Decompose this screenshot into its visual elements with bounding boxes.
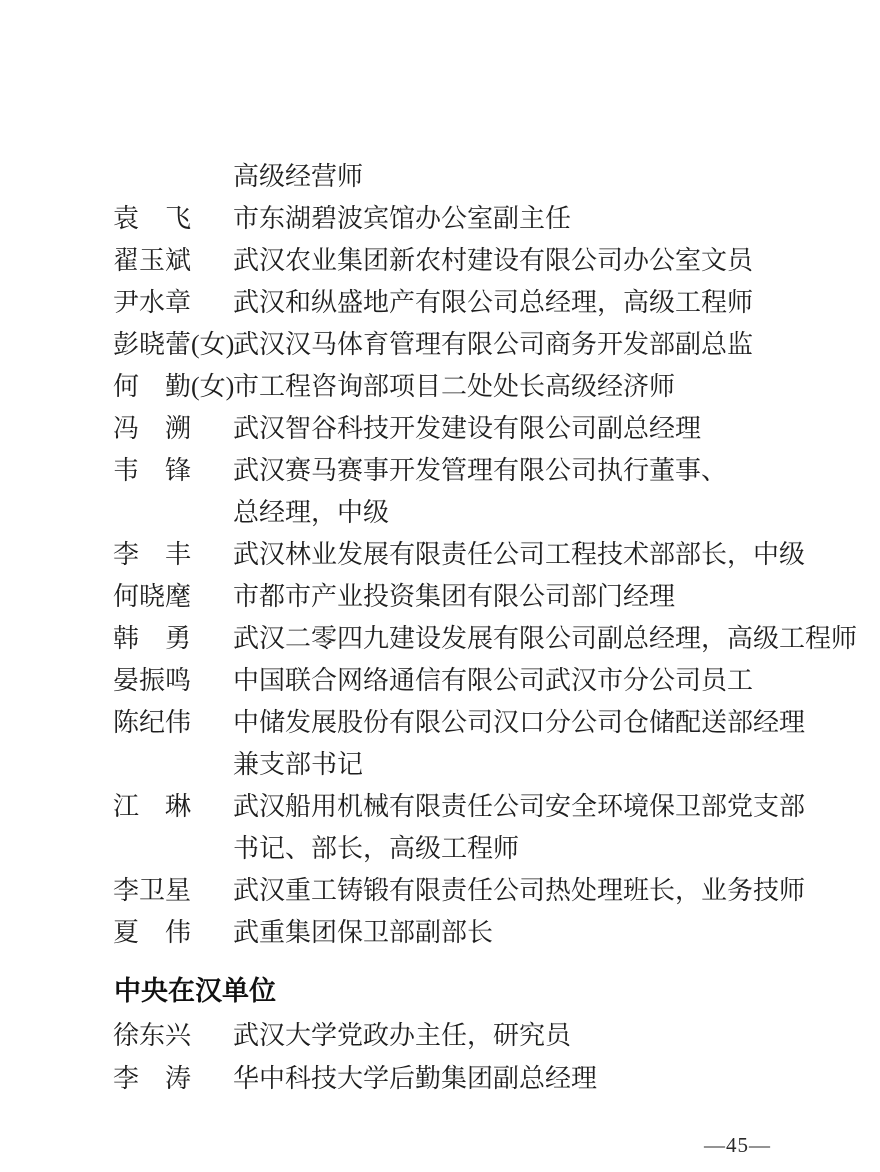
name-text: 晏振鸣 [113,666,192,695]
name-text: 彭晓蕾 [113,330,192,359]
list-item [113,702,857,744]
person-title: 武重集团保卫部副部长 [233,918,494,947]
person-title: 市都市产业投资集团有限公司部门经理 [233,582,676,611]
person-name [113,450,233,492]
person-title: 中储发展股份有限公司汉口分公司仓储配送部经理 [233,708,806,737]
person-title: 武汉智谷科技开发建设有限公司副总经理 [233,414,702,443]
list-item-continuation [113,492,857,534]
name-text: 冯 溯 [113,414,192,443]
person-title: 总经理，中级 [233,498,390,527]
person-name [113,576,233,618]
section-heading: 中央在汉单位 [114,976,276,1006]
person-title: 武汉大学党政办主任，研究员 [233,1021,572,1050]
person-title: 武汉农业集团新农村建设有限公司办公室文员 [233,246,754,275]
person-name [113,702,233,744]
list-item [113,534,857,576]
name-text: 江 琳 [113,792,192,821]
person-name [113,282,233,324]
person-name [113,534,233,576]
person-name [113,1014,233,1057]
list-item [113,786,857,828]
name-text: 韩 勇 [113,624,192,653]
name-text: 何晓麾 [113,582,192,611]
roster-list-central-units [113,1014,597,1100]
person-name [113,324,233,366]
list-item [113,1014,597,1057]
person-title: 中国联合网络通信有限公司武汉市分公司员工 [233,666,754,695]
list-item [113,408,857,450]
list-item [113,450,857,492]
list-item [113,156,857,198]
name-text: 韦 锋 [113,456,192,485]
person-title: 武汉二零四九建设发展有限公司副总经理，高级工程师 [233,624,858,653]
list-item-continuation [113,828,857,870]
person-name [113,786,233,828]
list-item-continuation [113,744,857,786]
name-text: 何 勤 [113,372,192,401]
page-number: —45— [704,1133,771,1157]
list-item [113,198,857,240]
person-title: 市工程咨询部项目二处处长高级经济师 [233,372,676,401]
person-title: 武汉重工铸锻有限责任公司热处理班长，业务技师 [233,876,806,905]
person-title: 高级经营师 [233,162,364,191]
list-item [113,576,857,618]
name-text: 夏 伟 [113,918,192,947]
name-text: 李卫星 [113,876,192,905]
name-text: 翟玉斌 [113,246,192,275]
person-title: 武汉船用机械有限责任公司安全环境保卫部党支部 [233,792,806,821]
person-title: 华中科技大学后勤集团副总经理 [233,1064,598,1093]
person-name [113,618,233,660]
person-title: 武汉林业发展有限责任公司工程技术部部长，中级 [233,540,806,569]
name-text: 尹水章 [113,288,192,317]
list-item [113,240,857,282]
person-title: 武汉和纵盛地产有限公司总经理，高级工程师 [233,288,754,317]
list-item [113,324,857,366]
list-item [113,660,857,702]
list-item [113,282,857,324]
person-name [113,198,233,240]
name-text: 陈纪伟 [113,708,192,737]
list-item [113,618,857,660]
list-item [113,912,857,954]
list-item [113,870,857,912]
person-title: 兼支部书记 [233,750,364,779]
name-text: 李 丰 [113,540,192,569]
person-name [113,408,233,450]
person-name [113,912,233,954]
person-title: 武汉汉马体育管理有限公司商务开发部副总监 [233,330,754,359]
person-name [113,870,233,912]
name-text: 李 涛 [113,1064,192,1093]
person-name [113,240,233,282]
person-title: 武汉赛马赛事开发管理有限公司执行董事、 [233,456,728,485]
name-text: 袁 飞 [113,204,192,233]
gender-marker: (女) [191,372,235,401]
person-name [113,366,233,408]
person-name [113,660,233,702]
person-title: 书记、部长，高级工程师 [233,834,520,863]
roster-list [113,156,857,954]
person-title: 市东湖碧波宾馆办公室副主任 [233,204,572,233]
person-name [113,1057,233,1100]
gender-marker: (女) [191,330,235,359]
list-item [113,366,857,408]
list-item [113,1057,597,1100]
name-text: 徐东兴 [113,1021,192,1050]
